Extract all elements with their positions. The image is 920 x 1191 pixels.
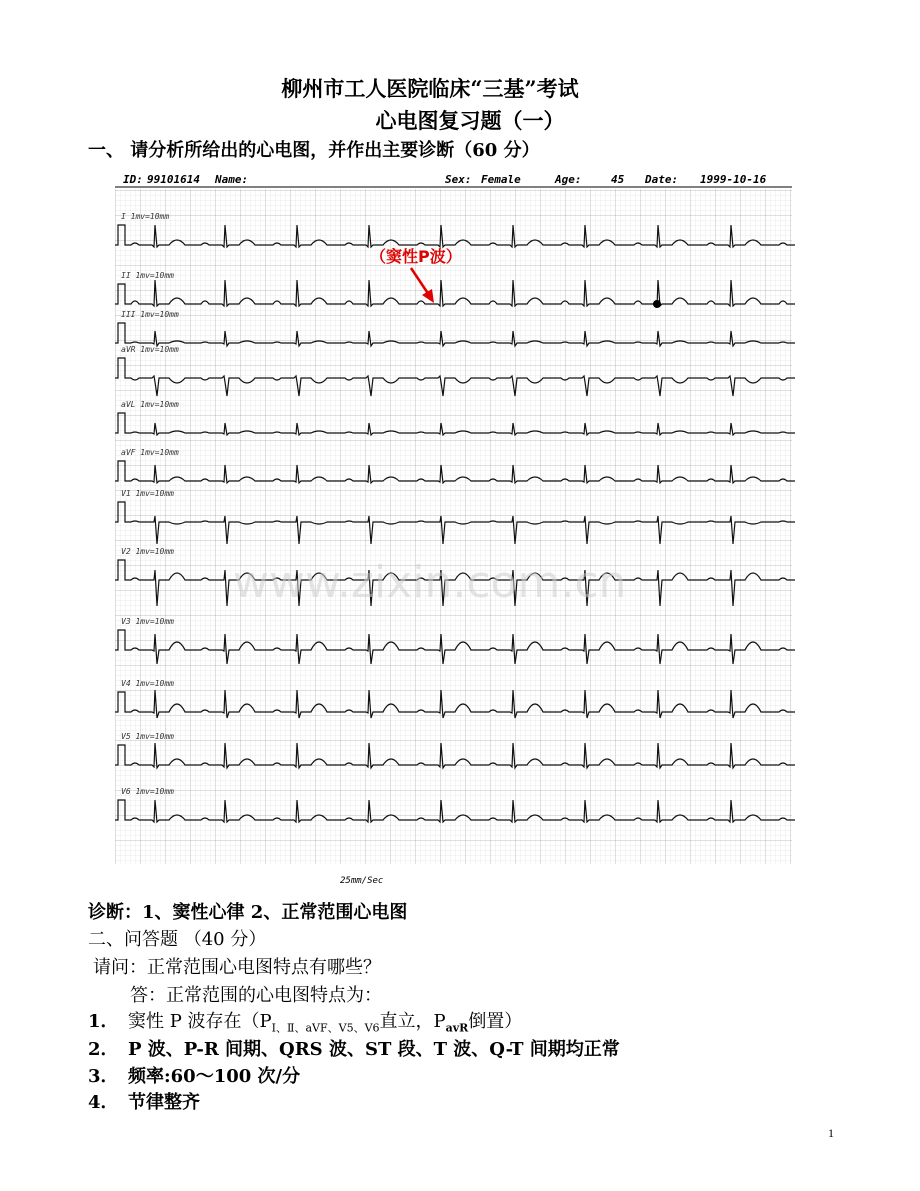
watermark: www.zixin.com.cn [233, 557, 627, 608]
point-1-sub-leads: Ⅰ、Ⅱ、aVF、V5、V6 [271, 1021, 380, 1035]
lead-label-avl: aVL 1mv=10mm [121, 400, 179, 409]
ink-dot [653, 300, 661, 308]
title-line-1: 柳州市工人医院临床“三基”考试 [281, 76, 579, 101]
ecg-age-value: 45 [611, 173, 625, 186]
point-3-text: 频率:60～100 次/分 [128, 1066, 301, 1087]
ecg-grid [115, 189, 792, 864]
point-1-number: 1． [88, 1011, 119, 1032]
lead-label-v6: V6 1mv=10mm [121, 787, 174, 796]
answer-point-1 [88, 1007, 522, 1036]
point-2-number: 2． [88, 1039, 119, 1060]
page-number: 1 [828, 1126, 834, 1140]
ecg-date-label: Date: [645, 173, 679, 186]
sinus-p-wave-annotation: （窦性P波） [370, 247, 462, 266]
lead-label-avr: aVR 1mv=10mm [121, 345, 179, 354]
point-4-text: 节律整齐 [128, 1092, 200, 1113]
section-1-heading: 一、 请分析所给出的心电图，并作出主要诊断（60 分） [88, 140, 540, 161]
answer-point-3 [88, 1062, 300, 1088]
point-1-text-a: 窦性 P 波存在（P [128, 1011, 272, 1032]
answer-intro: 答：正常范围的心电图特点为： [130, 985, 382, 1006]
point-3-number: 3． [88, 1066, 119, 1087]
ecg-sex-value: Female [481, 173, 521, 186]
ecg-id-label: ID: [123, 173, 143, 186]
ecg-id-value: 99101614 [147, 173, 200, 186]
section-2-heading: 二、问答题 （40 分） [88, 929, 267, 950]
point-4-number: 4． [88, 1092, 119, 1113]
lead-label-v2: V2 1mv=10mm [121, 547, 174, 556]
ecg-date-value: 1999-10-16 [700, 173, 767, 186]
point-1-text-b: 直立，P [379, 1011, 446, 1032]
lead-label-avf: aVF 1mv=10mm [121, 448, 179, 457]
diagnosis-text: 诊断：1、窦性心律 2、正常范围心电图 [88, 902, 408, 923]
ecg-sex-label: Sex: [445, 173, 472, 186]
point-2-text: P 波、P-R 间期、QRS 波、ST 段、T 波、Q-T 间期均正常 [128, 1039, 620, 1060]
point-1-sub-avr: avR [445, 1021, 469, 1035]
lead-label-ii: II 1mv=10mm [121, 271, 174, 280]
answer-point-2 [88, 1035, 620, 1061]
lead-label-v5: V5 1mv=10mm [121, 732, 174, 741]
answer-point-4 [88, 1088, 200, 1114]
lead-label-v1: V1 1mv=10mm [121, 489, 174, 498]
ecg-name-label: Name: [215, 173, 249, 186]
lead-label-iii: III 1mv=10mm [121, 310, 179, 319]
question-text: 请问：正常范围心电图特点有哪些？ [93, 957, 381, 978]
point-1-text-c: 倒置） [468, 1011, 523, 1032]
paper-speed-label: 25mm/Sec [340, 876, 384, 886]
title-line-2: 心电图复习题（一） [375, 108, 565, 133]
ecg-figure [115, 165, 795, 887]
ecg-age-label: Age: [555, 173, 582, 186]
lead-label-v3: V3 1mv=10mm [121, 617, 174, 626]
lead-label-v4: V4 1mv=10mm [121, 679, 174, 688]
lead-label-i: I 1mv=10mm [121, 212, 170, 221]
